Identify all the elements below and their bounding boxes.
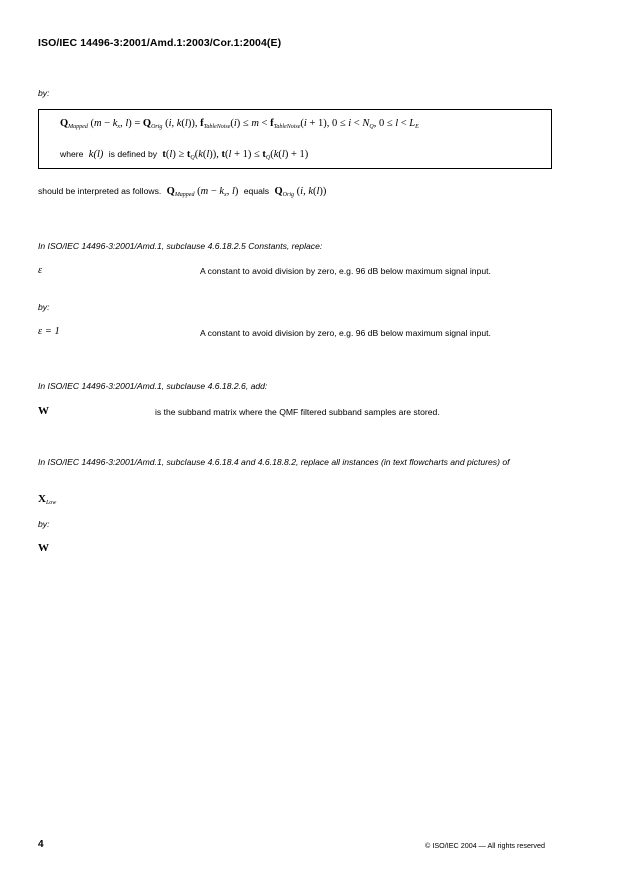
- interpret-text: should be interpreted as follows.: [38, 186, 162, 196]
- interpret-right-expr: $Q_{Orig}$ (i, k(l)): [274, 186, 327, 198]
- epsilon-description-new: A constant to avoid division by zero, e.g. 96 dB below maximum signal input.: [200, 328, 491, 338]
- instruction-replace: In ISO/IEC 14496-3:2001/Amd.1, subclause 4.6.18.4 and 4.6.18.8.2, replace all instances (in text flowcharts and pictures) of: [38, 457, 510, 467]
- document-header: ISO/IEC 14496-3:2001/Amd.1:2003/Cor.1:2004(E): [38, 37, 282, 49]
- k-of-l: k(l): [88, 149, 104, 160]
- where-word: where: [60, 149, 84, 159]
- interpret-left-expr: $Q_{Mapped}$ ($m - k_x$, l): [166, 186, 239, 198]
- x-symbol-sub: Low: [45, 500, 57, 506]
- w-description: is the subband matrix where the QMF filtered subband samples are stored.: [155, 407, 440, 417]
- w-symbol-definition: W: [38, 405, 49, 417]
- x-low-symbol: [38, 493, 56, 506]
- x-symbol-main: X: [38, 493, 46, 505]
- by-label-1: by:: [38, 88, 50, 98]
- formula-line-1: $Q_{Mapped}$ ($m - k_x$, $l) = Q_{Orig}$ (i, k(l)), $f_{TableNoise}(i) \le m < f_{TableNoise}(i + 1)$, $0 \le i < N_Q$, $0 \le l < L_E$: [60, 118, 419, 130]
- by-label-2: by:: [38, 302, 50, 312]
- w-symbol-replacement: W: [38, 542, 49, 554]
- page-number: 4: [38, 839, 44, 850]
- epsilon-description-old: A constant to avoid division by zero, e.g. 96 dB below maximum signal input.: [200, 266, 491, 276]
- defined-by: is defined by: [108, 149, 158, 159]
- formula-line-2: [60, 149, 308, 161]
- copyright-notice: © ISO/IEC 2004 — All rights reserved: [425, 841, 545, 850]
- epsilon-symbol-old: ε: [38, 265, 43, 276]
- equals-word: equals: [243, 186, 270, 196]
- instruction-constants: In ISO/IEC 14496-3:2001/Amd.1, subclause 4.6.18.2.5 Constants, replace:: [38, 241, 323, 251]
- formula-box: [38, 109, 552, 169]
- definition-expression: $t(l) \ge t_Q(k(l))$, $t(l + 1) \le t_Q(k(l) + 1)$: [162, 149, 309, 161]
- instruction-add: In ISO/IEC 14496-3:2001/Amd.1, subclause 4.6.18.2.6, add:: [38, 381, 268, 391]
- by-label-3: by:: [38, 519, 50, 529]
- interpret-line: [38, 186, 326, 198]
- epsilon-symbol-new: ε = 1: [38, 326, 60, 337]
